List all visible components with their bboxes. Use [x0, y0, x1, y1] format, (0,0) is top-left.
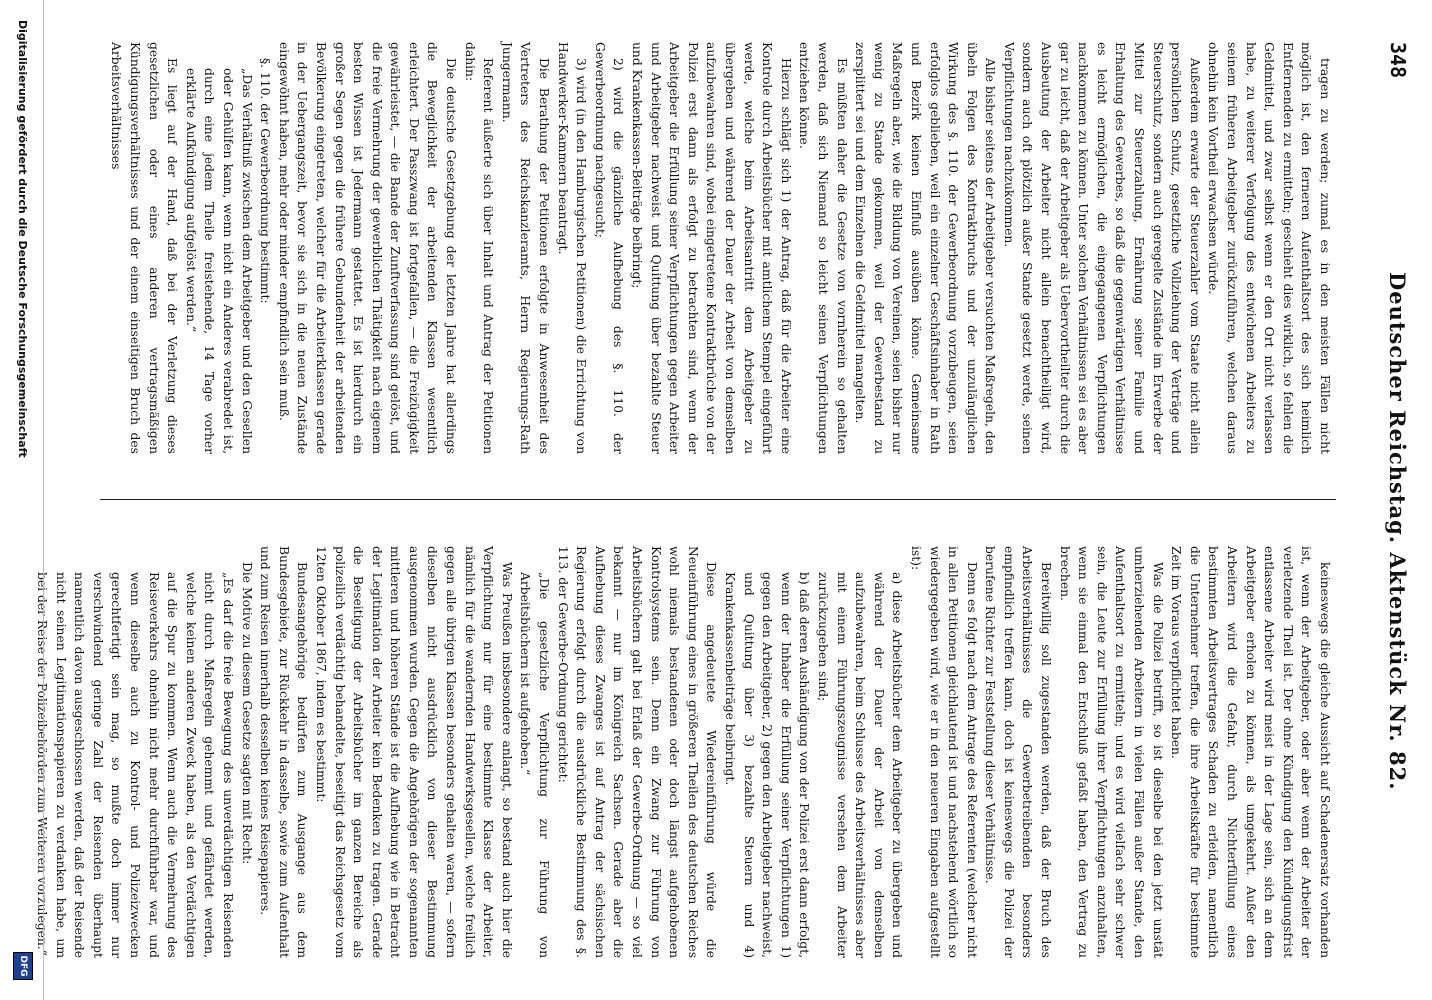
paragraph: Alle bisher seitens der Arbeitgeber versuchten Maßregeln, den übeln Folgen des Kontraktbruchs und der unzulänglichen Wirkung des §. 110. der Gewerbeordnung vorzubeugen, seien erfolglos geblieben, weil ein einzelner Geschäftsinhaber in Rath und Bezirk keinen Einfluß ausüben könne. Gemeinsame Maßregeln aber, wie die Bildung von Vereinen, seien bisher nur wenig zu Stande gekommen, weil der Gewerbestand zu zersplittert sei und dem Einzelnen die Geldmittel mangelten. — [853, 42, 998, 454]
paragraph: a) diese Arbeitsbücher dem Arbeitgeber zu übergeben und während der Dauer der Arbeit von demselben aufzubewahren, beim Schlusse des Arbeitsverhältnisses aber mit einem Führungszeugnisse versehen dem Arbeiter zurückzugeben sind; — [815, 572, 905, 958]
paragraph: Hierzu schlägt sich 1) der Antrag, daß für die Arbeiter eine Kontrole durch Arbeitsbücher mit amtlichem Stempel eingeführt werde, welche beim Arbeitsantritt dem Arbeitgeber zu übergeben und während der Dauer der Arbeit von demselben aufzubewahren sind, wobei eingetretene Kontraktbrüche von der Polizei erst dann als erfolgt zu betrachten sind, wenn der Arbeitgeber die Erfüllung seiner Verpflichtungen gegen Arbeiter und Arbeitgeber nachweist und Quittung über bezahlte Steuer und Krankenkassen-Beiträge beibringt; — [630, 42, 793, 454]
page-number: 348 — [1386, 42, 1410, 79]
paragraph: 2) wird die gänzliche Aufhebung des §. 110. der Gewerbeordnung nachgesucht; — [592, 42, 626, 454]
text-column-right — [35, 546, 1334, 958]
paragraph: Was Preußen insbesondere anlangt, so bestand auch hier die Verpflichtung nur für eine bestimmte Klasse der Arbeiter, nämlich für die wandernden Handwerksgesellen, welche freilich gegen alle übrigen Klassen besonders gehalten waren, — sofern dieselben nicht ausdrücklich von dieser Bestimmung ausgenommen wurden. Gegen die Angehörigen der sogenannten mittleren und höheren Stände ist die Aufhebung wie in Betracht der Legitimation der Arbeiter kein Bedenken zu tragen. Gerade die Beseitigung der Arbeitsbücher im ganzen Bereiche als polizeilich verdächtig behandelte, beseitigt das Reichsgesetz vom 12ten Oktober 1867, indem es bestimmt: — [313, 546, 514, 958]
column-divider — [100, 499, 1336, 500]
paragraph: Die Motive zu diesem Gesetze sagten mit Recht: — [239, 562, 254, 865]
digitization-footer — [0, 0, 44, 1000]
paragraph: keineswegs die gleiche Aussicht auf Schadenersatz vorhanden ist, wenn der Arbeitgeber, oder aber wenn der Arbeiter der verletzende Theil ist. Der ohne Kündigung den Kündigungsfrist entlassene Arbeiter wird meist in der Lage sein, sich an dem Arbeitgeber erholen zu können, als umgekehrt. Außer den Arbeitern wird die Gefahr, durch Nichterfüllung eines bestimmten Arbeitsvertrages Schaden zu erleiden, namentlich die Unternehmer treffen, die ihre Arbeitskräfte für bestimmte Zeit im Voraus verpflichtet haben. — [1169, 546, 1332, 958]
paragraph: Bereitwillig soll zugestanden werden, daß der Bruch des Arbeitsverhältnisses die Gewerbetreibenden besonders empfindlich treffen kann, doch ist keineswegs die Polizei der berufene Richter zur Feststellung dieser Verhältnisse. — [983, 546, 1054, 958]
page-header — [1370, 42, 1410, 958]
paragraph: Was die Polizei betrifft, so ist dieselbe bei den jetzt unstät umherziehenden Arbeitern in vielen Fällen außer Stande, den Aufenthaltsort zu ermitteln; und es wird vielfach sehr schwer sein, die Leute zur Erfüllung ihrer Verpflichtungen anzuhalten, wenn sie einmal den Entschluß gefaßt haben, den Vertrag zu brechen. — [1057, 546, 1165, 958]
paragraph: Referent äußerte sich über Inhalt und Antrag der Petitionen dahin: — [462, 42, 496, 454]
paragraph: Die Berathung der Petitionen erfolgte in Anwesenheit des Vertreters des Reichskanzleramts, Herrn Regierungs-Rath Jungermann. — [499, 42, 552, 454]
paragraph: 3) wird (in den Hamburgischen Petitionen) die Errichtung von Handwerker-Kammern beantragt. — [555, 42, 589, 454]
paragraph: Denn es folgt nach dem Antrage des Referenten (welcher nicht in allen Petitionen gleichlautend ist und nachstehend wörtlich so wiedergegeben wird, wie er in den neueren Eingaben aufgestellt ist): — [908, 546, 979, 958]
paragraph: tragen zu werden; zumal es in den meisten Fällen nicht möglich ist, den ferneren Aufenthaltsort des sich heimlich Entfernenden zu ermitteln; geschieht dies wirklich, so fehlen die Geldmittel, und zwar selbst wenn er den Ort nicht verlassen habe, zu weiterer Verfolgung des entwichenen Arbeiters zu seinem früheren Arbeitgeber zurückzuführen, welchen daraus ohnehin kein Vortheil erwachsen würde. — [1206, 42, 1332, 454]
paragraph: Außerdem erwarte der Steuerzahler vom Staate nicht allein persönlichen Schutz, gesetzliche Vollziehung der Verträge und Steuerschutz, sondern auch geregelte Zustände im Erwerbe der Mittel zur Steuerzahlung, Ernährung seiner Familie und Erhaltung des Gewerbes, so daß die gegenwärtigen Verhältnisse es leicht ermöglichen, die eingegangenen Verpflichtungen nachkommen zu können. Unter solchen Verhältnissen sei es aber gar zu leicht, daß der Arbeitgeber als Uebervortheilter durch die Ausbeutung der Arbeiter nicht allein benachtheiligt wird, sondern auch oft plötzlich außer Stande gesetzt werde, seinen Verpflichtungen nachzukommen. — [1001, 42, 1202, 454]
paragraph: „Die gesetzliche Verpflichtung zur Führung von Arbeitsbüchern ist aufgehoben.“ — [518, 572, 552, 958]
paragraph: „Es darf die freie Bewegung des unverdächtigen Reisenden nicht durch Maßregeln gehemmt und gefährdet werden, welche keinen anderen Zweck haben, als den Verdächtigen auf die Spur zu kommen. Wenn auch die Vermehrung des Reiseverkehrs ohnehin nicht mehr durchführbar war, und wenn dieselbe auch zu Kontrol- und Polizeizwecken gerechtfertigt sein mag, so mußte doch immer nur verschwindend geringe Zahl der Reisenden überhaupt namentlich davon ausgeschlossen werden, daß der Reisende nicht seinen Legitimationspapieren zu verdanken habe, um bei der Reise der Polizeibehörden zum Weiteren vorzulegen.“ — [35, 572, 235, 958]
paragraph: Es liegt auf der Hand, daß bei der Verletzung dieses gesetzlichen oder eines anderen vertragsmäßigen Kündigungsverhältnisses und der einem einseitigen Bruch des Arbeitsverhältnisses — [109, 42, 180, 454]
paragraph: Die deutsche Gesetzgebung der letzten Jahre hat allerdings die Beweglichkeit der arbeitenden Klassen wesentlich erleichtert. Der Passzwang ist fortgefallen, — die Freizügigkeit gewährleistet, — die Bande der Zunftverfassung sind gelöst, und die freie Vermehrung der gewerblichen Thätigkeit nach eigenem besten Wissen ist Jedermann gestattet. Es ist hierdurch ein großer Segen gegen die frühere Gebundenheit der arbeitenden Bevölkerung eingetreten, welcher für die Arbeiterklassen gerade in der Uebergangszeit, bevor sie sich in die neuen Zustände eingewöhnt haben, mehr oder minder empfindlich sein muß. — [276, 42, 459, 454]
digitization-credit: Digitalisierung gefördert durch die Deutsche Forschungsgemeinschaft — [16, 20, 29, 458]
paragraph: Bundesangehörige bedürfen zum Ausgange aus dem Bundesgebiete, zur Rückkehr in dasselbe, sowie zum Aufenthalt und zum Reisen innerhalb desselben keines Reisepapieres. — [258, 546, 310, 958]
paragraph: b) daß deren Aushändigung von der Polizei erst dann erfolgt, wenn der Inhaber die Erfüllung seiner Verpflichtungen 1) gegen den Arbeitgeber, 2) gegen den Arbeitgeber nachweist, und Quittung über 3) bezahlte Steuern und 4) Krankenkassenbeiträge beibringt. — [723, 572, 812, 958]
dfg-logo: DFG — [13, 952, 33, 980]
text-column-left — [104, 42, 1334, 454]
running-title: Deutscher Reichstag. Aktenstück Nr. 82. — [1385, 272, 1410, 791]
paragraph: Es müßten daher die Gesetze von vornherein so gehalten werden, daß sich Niemand so leicht seinen Verpflichtungen entziehen könne. — [797, 42, 849, 454]
paragraph: Diese angedeutete Wiedereinführung würde die Neueinführung eines in größeren Theilen des deutschen Reiches wohl niemals bestandenen oder doch längst aufgehobenen Kontrolsystems sein. Denn ein Zwang zur Führung von Arbeitsbüchern galt bei Erlaß der Gewerbe-Ordnung — so viel bekannt — nur im Königreich Sachsen. Gerade aber die Aufhebung dieses Zwanges ist auf Antrag der sächsischen Regierung erfolgt durch die ausdrückliche Bestimmung des §. 113. der Gewerbe-Ordnung gerichtet: — [555, 546, 719, 958]
paragraph: „Das Verhältniß zwischen dem Arbeitgeber und den Gesellen oder Gehülfen kann, wenn nicht ein Anderes verabredet ist, durch eine jedem Theile freistehende, 14 Tage vorher erklärte Aufkündigung aufgelöst werden.“ — [183, 68, 254, 454]
paragraph: §. 110. der Gewerbeordnung bestimmt: — [258, 58, 273, 304]
